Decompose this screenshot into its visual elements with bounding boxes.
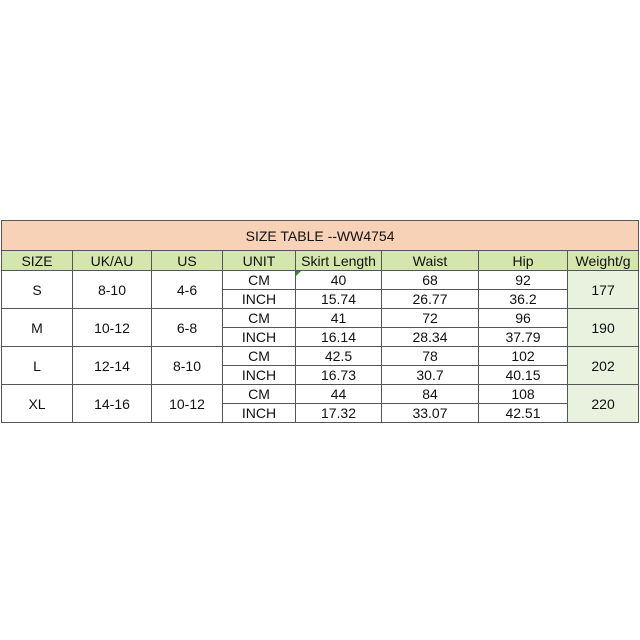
table-title: SIZE TABLE --WW4754 (2, 221, 639, 251)
size-table (1, 220, 639, 423)
size-cell: M (2, 309, 73, 347)
waist-cell: 78 (382, 347, 479, 366)
skirt-length-value: 40 (330, 272, 347, 288)
header-ukau: UK/AU (73, 251, 152, 271)
weight-cell: 177 (568, 271, 639, 309)
unit-cell: INCH (223, 328, 296, 347)
waist-cell: 30.7 (382, 366, 479, 385)
waist-cell: 68 (382, 271, 479, 290)
table-row (2, 347, 639, 366)
header-weight: Weight/g (568, 251, 639, 271)
skirt-length-cell: 17.32 (296, 404, 382, 423)
unit-cell: CM (223, 309, 296, 328)
ukau-cell: 10-12 (73, 309, 152, 347)
header-row (2, 251, 639, 271)
hip-cell: 42.51 (479, 404, 568, 423)
table-row (2, 271, 639, 290)
weight-cell: 202 (568, 347, 639, 385)
unit-cell: INCH (223, 290, 296, 309)
skirt-length-cell (296, 271, 382, 290)
table-row (2, 385, 639, 404)
unit-cell: CM (223, 347, 296, 366)
us-cell: 4-6 (152, 271, 223, 309)
hip-cell: 37.79 (479, 328, 568, 347)
skirt-length-cell: 16.14 (296, 328, 382, 347)
waist-cell: 72 (382, 309, 479, 328)
size-cell: S (2, 271, 73, 309)
skirt-length-cell: 44 (296, 385, 382, 404)
waist-cell: 28.34 (382, 328, 479, 347)
waist-cell: 84 (382, 385, 479, 404)
size-cell: XL (2, 385, 73, 423)
hip-cell: 40.15 (479, 366, 568, 385)
hip-cell: 96 (479, 309, 568, 328)
skirt-length-cell: 41 (296, 309, 382, 328)
waist-cell: 33.07 (382, 404, 479, 423)
us-cell: 10-12 (152, 385, 223, 423)
header-waist: Waist (382, 251, 479, 271)
us-cell: 8-10 (152, 347, 223, 385)
weight-cell: 190 (568, 309, 639, 347)
ukau-cell: 8-10 (73, 271, 152, 309)
unit-cell: INCH (223, 404, 296, 423)
header-hip: Hip (479, 251, 568, 271)
comment-marker (296, 271, 301, 276)
unit-cell: CM (223, 385, 296, 404)
skirt-length-cell: 16.73 (296, 366, 382, 385)
waist-cell: 26.77 (382, 290, 479, 309)
ukau-cell: 14-16 (73, 385, 152, 423)
hip-cell: 92 (479, 271, 568, 290)
table-row (2, 309, 639, 328)
header-us: US (152, 251, 223, 271)
header-skirt-length: Skirt Length (296, 251, 382, 271)
hip-cell: 36.2 (479, 290, 568, 309)
weight-cell: 220 (568, 385, 639, 423)
header-size: SIZE (2, 251, 73, 271)
skirt-length-cell: 15.74 (296, 290, 382, 309)
header-unit: UNIT (223, 251, 296, 271)
title-row (2, 221, 639, 251)
skirt-length-cell: 42.5 (296, 347, 382, 366)
us-cell: 6-8 (152, 309, 223, 347)
hip-cell: 108 (479, 385, 568, 404)
unit-cell: INCH (223, 366, 296, 385)
unit-cell: CM (223, 271, 296, 290)
size-cell: L (2, 347, 73, 385)
ukau-cell: 12-14 (73, 347, 152, 385)
hip-cell: 102 (479, 347, 568, 366)
